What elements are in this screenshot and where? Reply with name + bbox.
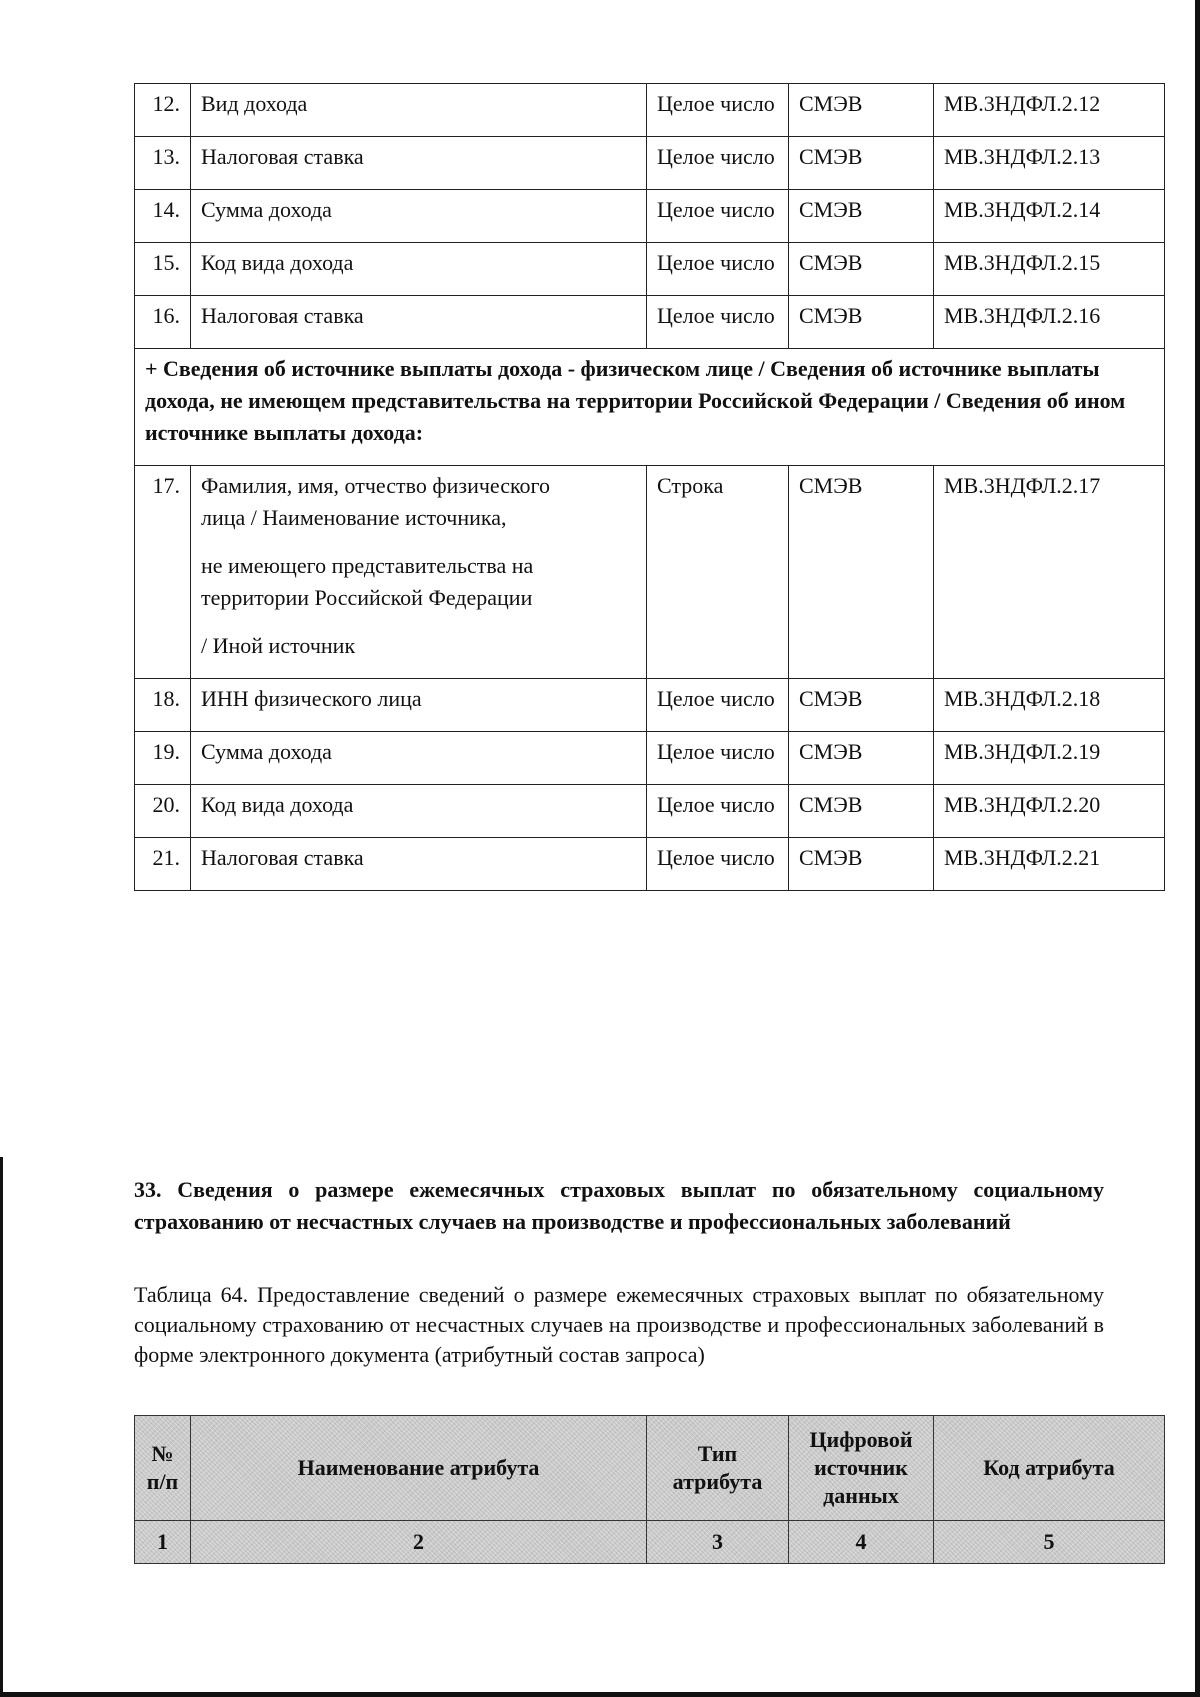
attribute-name-line: Фамилия, имя, отчество физического [201,473,551,498]
attribute-name: ИНН физического лица [191,679,647,732]
page-edge-right [1195,0,1200,1697]
header-data-source: Цифровой источник данных [789,1416,934,1521]
table-row [135,732,1165,785]
attribute-name: Налоговая ставка [191,296,647,349]
attribute-code: МВ.3НДФЛ.2.14 [934,190,1165,243]
page-edge-left [0,1157,3,1697]
attribute-name [191,466,647,679]
data-source: СМЭВ [789,84,934,137]
attribute-type: Целое число [647,785,789,838]
section-header-row [135,349,1165,466]
attribute-name: Сумма дохода [191,190,647,243]
table-row [135,466,1165,679]
table-row [135,296,1165,349]
column-number: 4 [789,1521,934,1564]
attribute-code: МВ.3НДФЛ.2.13 [934,137,1165,190]
attribute-code: МВ.3НДФЛ.2.20 [934,785,1165,838]
row-number: 12. [135,84,191,137]
attribute-code: МВ.3НДФЛ.2.12 [934,84,1165,137]
column-number: 1 [135,1521,191,1564]
attribute-code: МВ.3НДФЛ.2.21 [934,838,1165,891]
data-source: СМЭВ [789,785,934,838]
attribute-name: Налоговая ставка [191,838,647,891]
table-row [135,785,1165,838]
attribute-name: Налоговая ставка [191,137,647,190]
attribute-code: МВ.3НДФЛ.2.19 [934,732,1165,785]
column-number: 3 [647,1521,789,1564]
page-edge-bottom [0,1692,1200,1697]
attribute-type: Целое число [647,732,789,785]
section-header: + Сведения об источнике выплаты дохода - физическом лице / Сведения об источнике выплаты дохода, не имеющем представительства на территории Российской Федерации / Сведения об ином источнике выплаты дохода: [135,349,1165,466]
table-row [135,838,1165,891]
row-number: 14. [135,190,191,243]
row-number: 19. [135,732,191,785]
header-attribute-type: Тип атрибута [647,1416,789,1521]
attribute-type: Целое число [647,137,789,190]
attribute-code: МВ.3НДФЛ.2.17 [934,466,1165,679]
attribute-type: Целое число [647,296,789,349]
attribute-name-line: лица / Наименование источника, [201,505,507,530]
data-source: СМЭВ [789,732,934,785]
attribute-name: Вид дохода [191,84,647,137]
row-number: 17. [135,466,191,679]
table-64 [134,1415,1165,1564]
data-source: СМЭВ [789,679,934,732]
row-number: 13. [135,137,191,190]
attribute-name-line: не имеющего представительства на [201,553,534,578]
header-attribute-name: Наименование атрибута [191,1416,647,1521]
table-row [135,190,1165,243]
table-64-column-numbers-row [135,1521,1165,1564]
row-number: 21. [135,838,191,891]
attribute-type: Целое число [647,190,789,243]
column-number: 2 [191,1521,647,1564]
row-number: 18. [135,679,191,732]
data-source: СМЭВ [789,466,934,679]
table-row [135,243,1165,296]
attribute-name: Код вида дохода [191,243,647,296]
data-source: СМЭВ [789,137,934,190]
table-64-header-row [135,1416,1165,1521]
attribute-type: Целое число [647,679,789,732]
data-source: СМЭВ [789,296,934,349]
attribute-code: МВ.3НДФЛ.2.16 [934,296,1165,349]
attribute-type: Целое число [647,838,789,891]
attribute-name: Сумма дохода [191,732,647,785]
attribute-type: Целое число [647,84,789,137]
table-row [135,84,1165,137]
data-source: СМЭВ [789,243,934,296]
attribute-name-line: / Иной источник [201,633,356,658]
attribute-code: МВ.3НДФЛ.2.18 [934,679,1165,732]
row-number: 20. [135,785,191,838]
table-row [135,679,1165,732]
row-number: 16. [135,296,191,349]
header-number: № п/п [135,1416,191,1521]
attribute-type: Целое число [647,243,789,296]
table-row [135,137,1165,190]
header-attribute-code: Код атрибута [934,1416,1165,1521]
attribute-name-line: территории Российской Федерации [201,585,533,610]
attribute-code: МВ.3НДФЛ.2.15 [934,243,1165,296]
attribute-type: Строка [647,466,789,679]
attribute-name: Код вида дохода [191,785,647,838]
section-heading: 33. Сведения о размере ежемесячных страховых выплат по обязательному социальному страхованию от несчастных случаев на производстве и профессиональных заболеваний [134,1177,1104,1234]
row-number: 15. [135,243,191,296]
data-source: СМЭВ [789,190,934,243]
column-number: 5 [934,1521,1165,1564]
attributes-table [134,83,1165,891]
table-caption: Таблица 64. Предоставление сведений о размере ежемесячных страховых выплат по обязательному социальному страхованию от несчастных случаев на производстве и профессиональных заболеваний в форме электронного документа (атрибутный состав запроса) [134,1282,1104,1367]
data-source: СМЭВ [789,838,934,891]
